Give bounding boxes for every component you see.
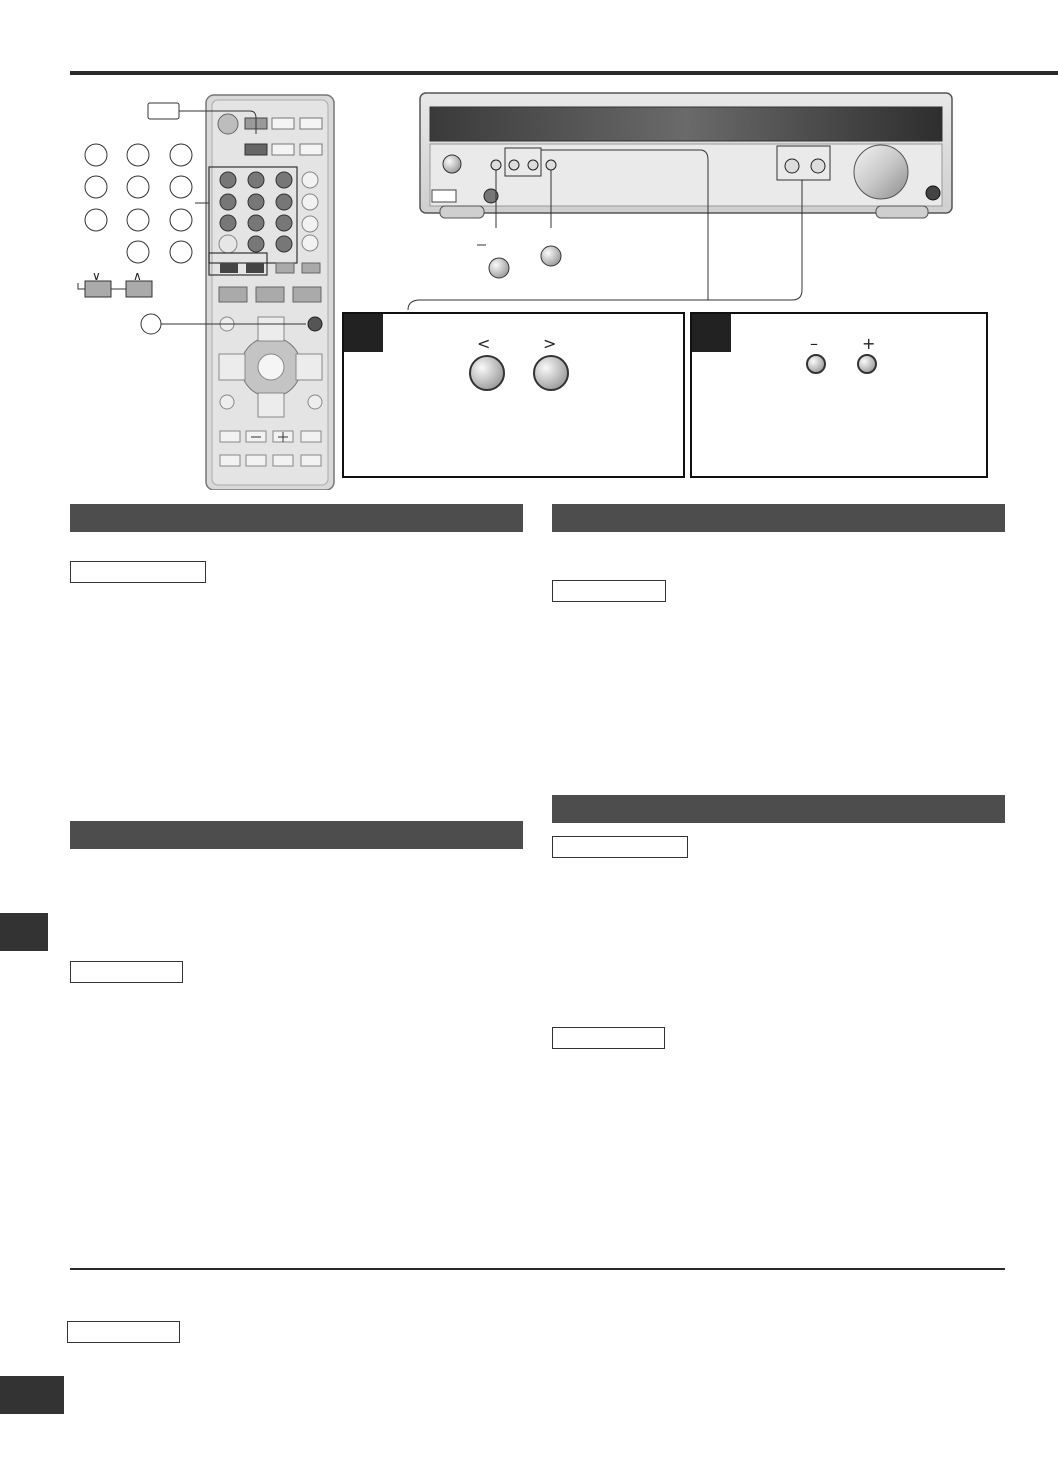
bottom-rule <box>70 1268 1005 1270</box>
label-box-3 <box>552 580 666 602</box>
right-button-icon <box>534 356 568 390</box>
volume-buttons <box>802 350 882 378</box>
panel-cursor-buttons <box>342 312 685 478</box>
receiver-unit <box>420 93 952 218</box>
minus-button-icon <box>807 355 825 373</box>
side-tab-lower <box>0 1376 64 1414</box>
remote-control <box>206 95 334 490</box>
section-header-4 <box>552 795 1005 823</box>
label-box-6 <box>67 1321 180 1343</box>
left-button-icon <box>470 356 504 390</box>
plus-button-icon <box>858 355 876 373</box>
left-symbol: < <box>477 334 491 353</box>
panel-tag <box>344 314 383 352</box>
panel-tag <box>692 314 731 352</box>
label-box-4 <box>552 836 688 858</box>
plus-symbol: + <box>862 334 876 353</box>
down-arrow-label: ∨ <box>92 269 101 283</box>
up-arrow-label: ∧ <box>133 269 142 283</box>
section-header-3 <box>552 504 1005 532</box>
panel-volume-buttons <box>690 312 988 478</box>
top-rule <box>70 71 1058 75</box>
section-header-2 <box>70 821 523 849</box>
label-box-2 <box>70 961 183 983</box>
cursor-buttons <box>464 352 574 394</box>
side-tab-upper <box>0 913 48 951</box>
right-symbol: > <box>543 334 557 353</box>
label-box-5 <box>552 1027 665 1049</box>
section-header-1 <box>70 504 523 532</box>
label-box-1 <box>70 561 206 583</box>
minus-symbol: – <box>810 334 818 353</box>
